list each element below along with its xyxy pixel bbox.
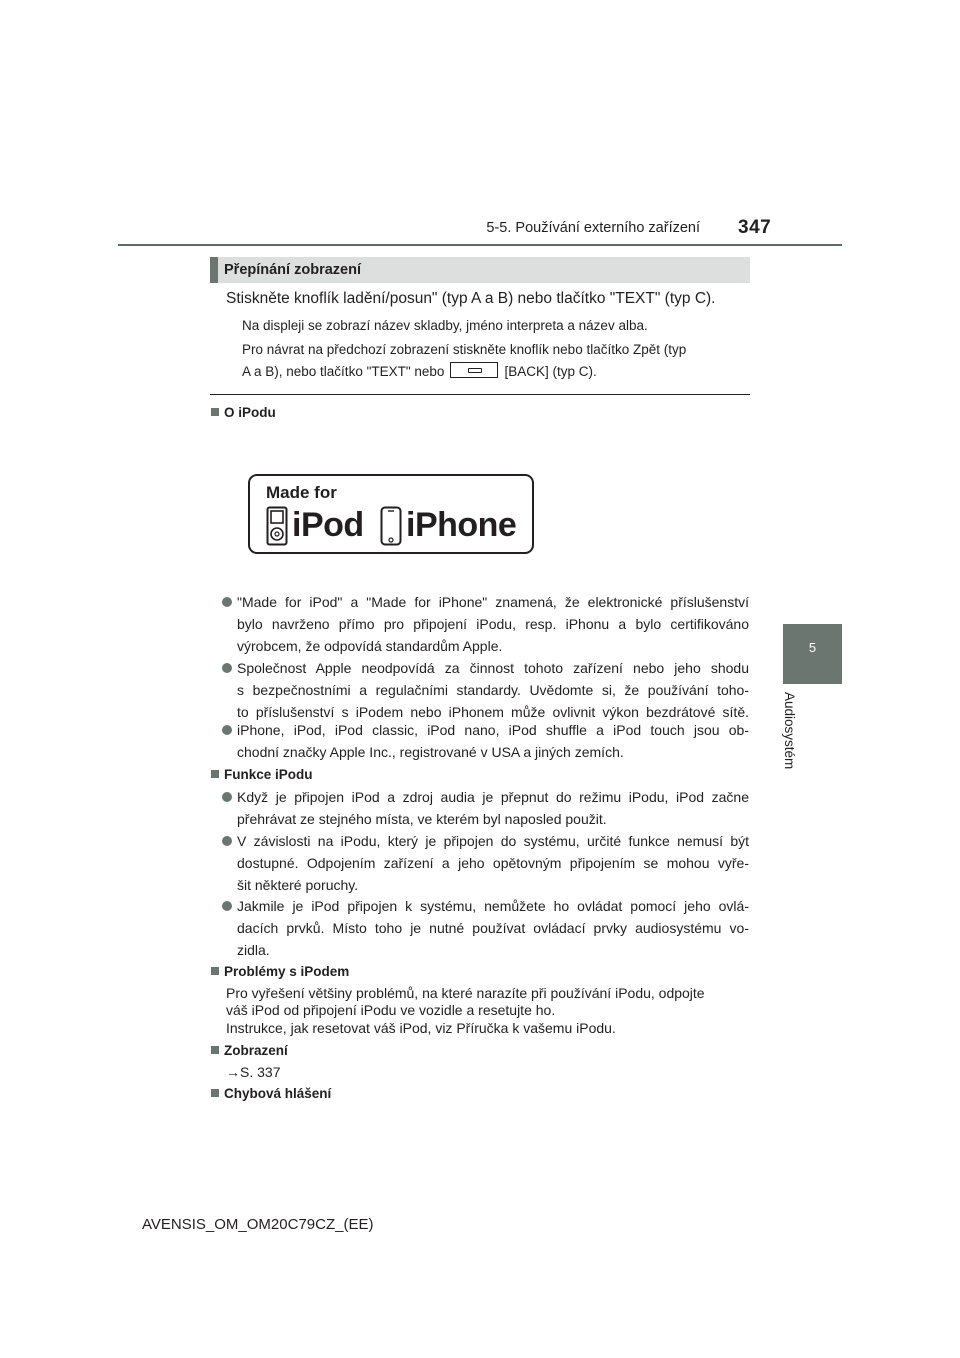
list-item bbox=[222, 657, 752, 723]
square-bullet-icon bbox=[211, 408, 219, 416]
instruction-note-2-part-b: [BACK] (typ C). bbox=[504, 364, 597, 379]
list-item-line: dostupné. Odpojením zařízení a jeho opětovným připojením se mohou vyře- bbox=[237, 855, 749, 871]
section-bottom-rule bbox=[210, 394, 750, 395]
ipod-icon bbox=[266, 506, 288, 546]
square-bullet-icon bbox=[211, 770, 219, 778]
square-bullet-icon bbox=[211, 967, 219, 975]
chapter-tab-label: Audiosystém bbox=[782, 692, 797, 770]
section-title-accent bbox=[210, 257, 218, 283]
circle-bullet-icon bbox=[222, 663, 232, 673]
section-title: Přepínání zobrazení bbox=[224, 262, 361, 278]
list-item-line: chodní značky Apple Inc., registrované v USA a jiných zemích. bbox=[237, 744, 624, 760]
list-item-line: to příslušenství s iPodem nebo iPhonem může ovlivnit výkon bezdrátové sítě. bbox=[237, 704, 749, 720]
heading-problems-text: Problémy s iPodem bbox=[224, 964, 350, 979]
list-item bbox=[222, 591, 752, 657]
page-number: 347 bbox=[738, 217, 772, 238]
list-item-line: Jakmile je iPod připojen k systému, nemůžete ho ovládat pomocí jeho ovlá- bbox=[237, 898, 749, 914]
list-item-line: iPhone, iPod, iPod classic, iPod nano, iPod shuffle a iPod touch jsou ob- bbox=[237, 722, 749, 738]
square-bullet-icon bbox=[211, 1089, 219, 1097]
list-item-line: s bezpečnostními a regulačními standardy. Uvědomte si, že používání toho- bbox=[237, 682, 749, 698]
instruction-note-2-line-2 bbox=[242, 364, 597, 380]
heading-problems bbox=[211, 964, 349, 979]
instruction-note-1: Na displeji se zobrazí název skladby, jméno interpreta a název alba. bbox=[242, 318, 648, 333]
chapter-tab-number: 5 bbox=[808, 640, 817, 655]
circle-bullet-icon bbox=[222, 792, 232, 802]
instruction-note-2-line-1: Pro návrat na předchozí zobrazení stiskněte knoflík nebo tlačítko Zpět (typ bbox=[242, 342, 687, 357]
heading-display-text: Zobrazení bbox=[224, 1043, 288, 1058]
iphone-icon bbox=[380, 506, 402, 546]
square-bullet-icon bbox=[211, 1046, 219, 1054]
list-item-line: přehrávat ze stejného místa, ve kterém byl naposled použit. bbox=[237, 811, 607, 827]
list-item bbox=[222, 895, 752, 961]
list-item-line: dacích prvků. Místo toho je nutné používat ovládací prvky audiosystému vo- bbox=[237, 920, 749, 936]
problems-line-3: Instrukce, jak resetovat váš iPod, viz Příručka k vašemu iPodu. bbox=[226, 1020, 616, 1036]
list-item-line: Když je připojen iPod a zdroj audia je přepnut do režimu iPodu, iPod začne bbox=[237, 789, 749, 805]
heading-ipod-functions-text: Funkce iPodu bbox=[224, 767, 313, 782]
list-item bbox=[222, 786, 752, 830]
header-rule bbox=[118, 244, 842, 246]
list-item-line: šit některé poruchy. bbox=[237, 877, 359, 893]
logo-ipod-text: iPod bbox=[292, 506, 364, 544]
heading-error-messages-text: Chybová hlášení bbox=[224, 1086, 332, 1101]
heading-ipod-functions bbox=[211, 767, 313, 782]
heading-error-messages bbox=[211, 1086, 331, 1101]
instruction-note-2-part-a: A a B), nebo tlačítko "TEXT" nebo bbox=[242, 364, 445, 379]
circle-bullet-icon bbox=[222, 836, 232, 846]
list-item-line: bylo navrženo přímo pro připojení iPodu, resp. iPhonu a bylo certifikováno bbox=[237, 616, 749, 632]
display-page-reference[interactable]: →S. 337 bbox=[226, 1064, 281, 1080]
circle-bullet-icon bbox=[222, 597, 232, 607]
circle-bullet-icon bbox=[222, 725, 232, 735]
footer-document-code: AVENSIS_OM_OM20C79CZ_(EE) bbox=[142, 1216, 374, 1233]
problems-line-2: váš iPod od připojení iPodu ve vozidle a resetujte ho. bbox=[226, 1002, 556, 1018]
list-item-line: "Made for iPod" a "Made for iPhone" znamená, že elektronické příslušenství bbox=[237, 594, 749, 610]
heading-display bbox=[211, 1043, 288, 1058]
instruction-main: Stiskněte knoflík ladění/posun" (typ A a B) nebo tlačítko "TEXT" (typ C). bbox=[226, 290, 716, 307]
back-button-icon bbox=[450, 362, 498, 378]
list-item-line: Společnost Apple neodpovídá za činnost tohoto zařízení nebo jeho shodu bbox=[237, 660, 749, 676]
heading-about-ipod-text: O iPodu bbox=[224, 405, 276, 420]
list-item bbox=[222, 719, 752, 763]
list-item-line: V závislosti na iPodu, který je připojen do systému, určité funkce nemusí být bbox=[237, 833, 749, 849]
list-item-line: zidla. bbox=[237, 942, 270, 958]
list-item bbox=[222, 830, 752, 896]
header-section-title: 5-5. Používání externího zařízení bbox=[486, 220, 700, 236]
logo-iphone-text: iPhone bbox=[406, 506, 517, 544]
logo-made-for-text: Made for bbox=[266, 483, 337, 502]
problems-line-1: Pro vyřešení většiny problémů, na které narazíte při používání iPodu, odpojte bbox=[226, 985, 705, 1001]
list-item-line: výrobcem, že odpovídá standardům Apple. bbox=[237, 638, 503, 654]
circle-bullet-icon bbox=[222, 901, 232, 911]
heading-about-ipod bbox=[211, 405, 276, 420]
